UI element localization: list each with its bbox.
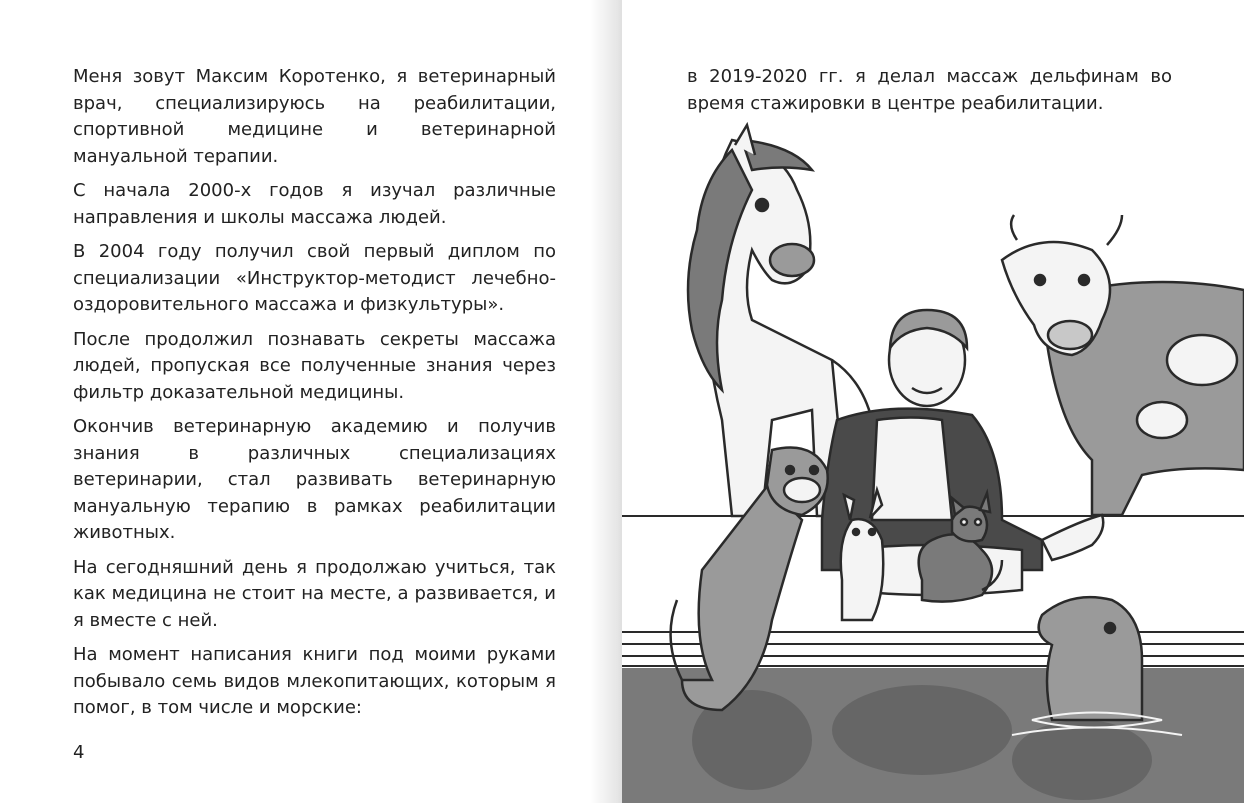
left-page <box>0 0 612 803</box>
paragraph: Меня зовут Максим Коротенко, я ветеринарный врач, специализируюсь на реабилитации, спортивной медицине и ветеринарной мануальной терапии. <box>73 66 556 167</box>
page-number: 4 <box>73 742 85 763</box>
paragraph: На сегодняшний день я продолжаю учиться, так как медицина не стоит на месте, а развивается, и я вместе с ней. <box>73 556 556 631</box>
paragraph: Окончив ветеринарную академию и получив знания в различных специализациях ветеринарии, стал развивать ветеринарную мануальную терапию в рамках реабилитации животных. <box>73 416 556 543</box>
paragraph: С начала 2000-х годов я изучал различные направления и школы массажа людей. <box>73 180 556 228</box>
paragraph: После продолжил познавать секреты массажа людей, пропуская все полученные знания через фильтр доказательной медицины. <box>73 328 556 403</box>
paragraph: На момент написания книги под моими руками побывало семь видов млекопитающих, которым я помог, в том числе и морские: <box>73 644 556 718</box>
vet-with-animals-illustration <box>622 120 1244 803</box>
right-page-text <box>687 64 1172 117</box>
right-page <box>622 0 1244 803</box>
cow-figure <box>1002 215 1244 515</box>
paragraph: в 2019-2020 гг. я делал массаж дельфинам во время стажировки в центре реабилитации. <box>687 66 1172 114</box>
left-page-text <box>73 64 556 730</box>
paragraph: В 2004 году получил свой первый диплом по специализации «Инструктор-методист лечебно-оздоровительного массажа и физкультуры». <box>73 241 556 315</box>
